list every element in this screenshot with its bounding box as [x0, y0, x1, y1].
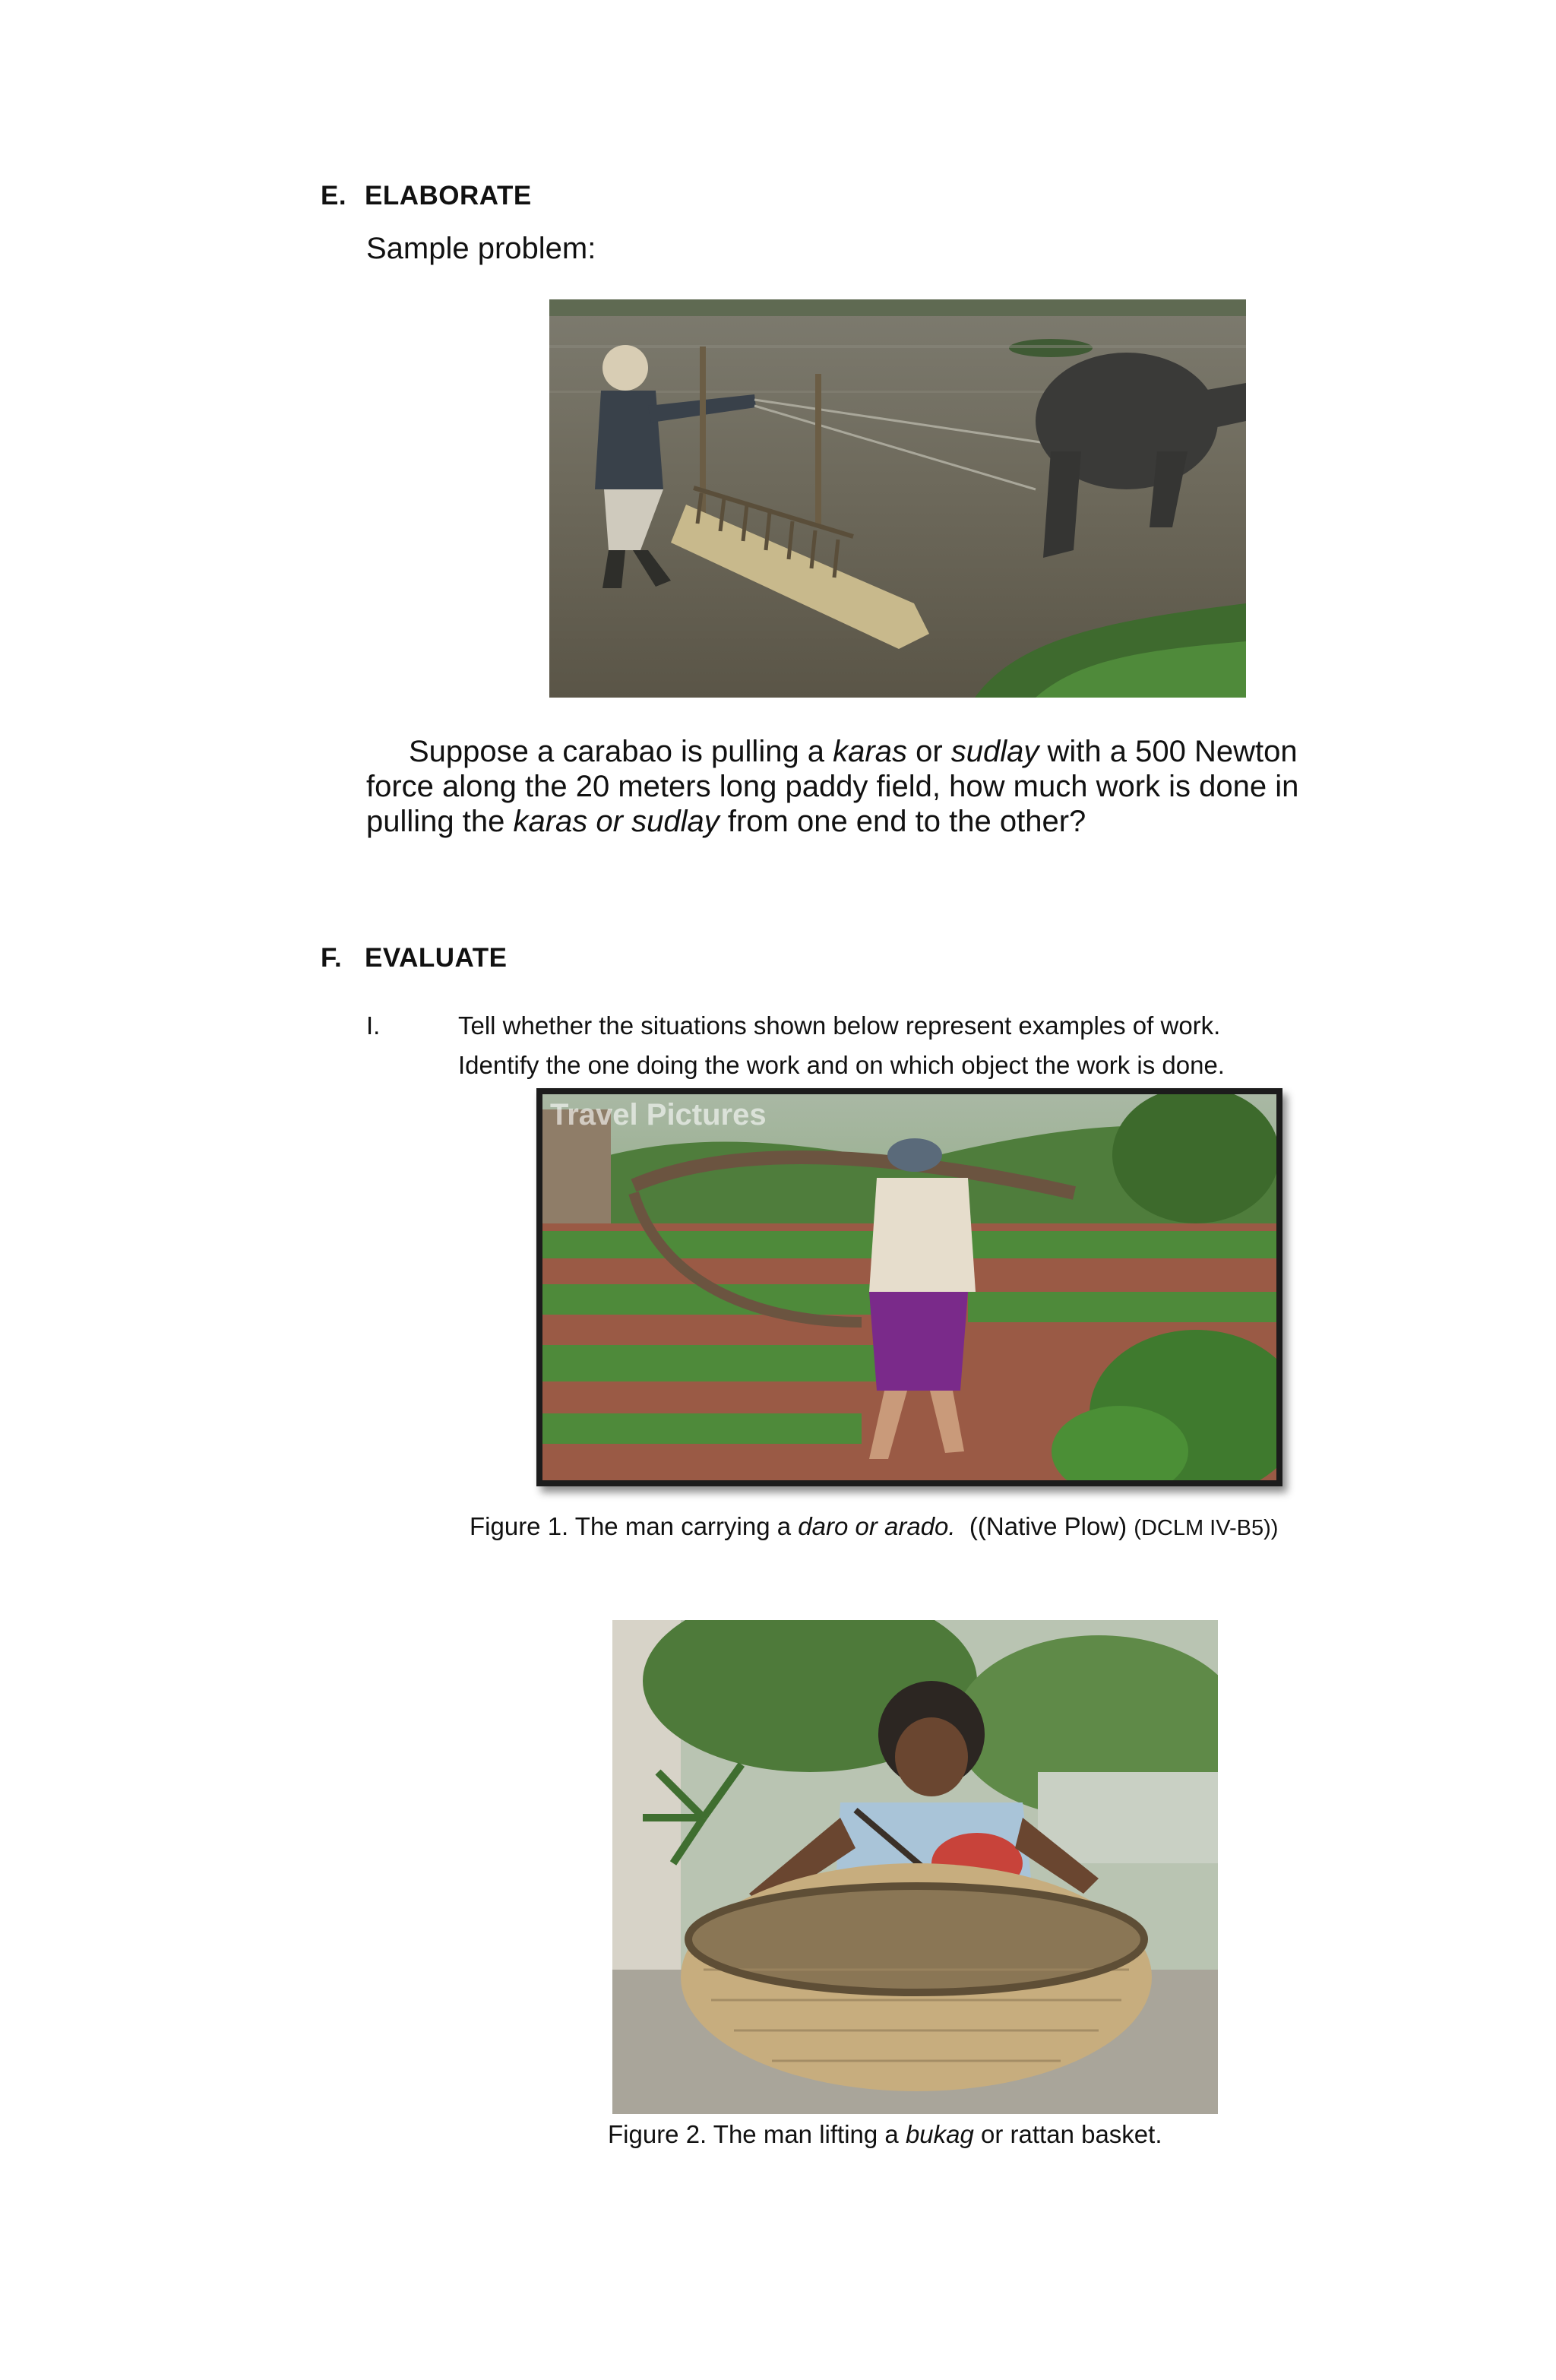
figure-1-caption-text: Figure 1. The man carrying a [470, 1512, 799, 1540]
carabao-plow-photo [549, 299, 1246, 698]
problem-term-karas-sudlay: karas or sudlay [513, 805, 719, 838]
evaluate-instruction-line-1: Tell whether the situations shown below represent examples of work. [458, 1011, 1221, 1040]
section-f-title: EVALUATE [365, 943, 508, 973]
section-e-title: ELABORATE [365, 181, 532, 210]
problem-term-karas: karas [833, 735, 907, 768]
figure-2-basket-photo [612, 1620, 1218, 2114]
figure-1-caption-code: (DCLM IV-B5)) [1134, 1516, 1279, 1540]
figure-1-caption-native-plow: ((Native Plow) [955, 1512, 1134, 1540]
sample-problem-text [366, 734, 1324, 839]
problem-text-4: from one end to the other? [719, 805, 1086, 838]
section-f-heading [321, 943, 507, 973]
section-e-letter: E. [321, 181, 347, 210]
figure-1-watermark: Travel Pictures [550, 1098, 767, 1131]
figure-2-caption-term: bukag [905, 2120, 974, 2148]
figure-1-caption-term: daro or arado. [798, 1512, 956, 1540]
problem-text-1: Suppose a carabao is pulling a [409, 735, 833, 768]
problem-term-sudlay: sudlay [950, 735, 1039, 768]
section-f-letter: F. [321, 943, 343, 973]
section-e-heading [321, 181, 532, 211]
problem-text-3: with a 500 Newton force along the 20 meters long paddy field, how much work is done in pulling the [366, 735, 1299, 838]
figure-2-caption [608, 2120, 1162, 2149]
problem-text-2: or [906, 735, 951, 768]
sample-problem-label: Sample problem: [366, 232, 596, 265]
figure-2-caption-text: Figure 2. The man lifting a [608, 2120, 906, 2148]
figure-1-plow-photo [536, 1088, 1282, 1486]
figure-2-caption-rest: or rattan basket. [973, 2120, 1162, 2148]
figure-1-caption [470, 1512, 1278, 1541]
evaluate-item-number: I. [366, 1011, 381, 1040]
evaluate-instructions [458, 1006, 1370, 1085]
evaluate-instruction-line-2: Identify the one doing the work and on which object the work is done. [458, 1051, 1225, 1079]
